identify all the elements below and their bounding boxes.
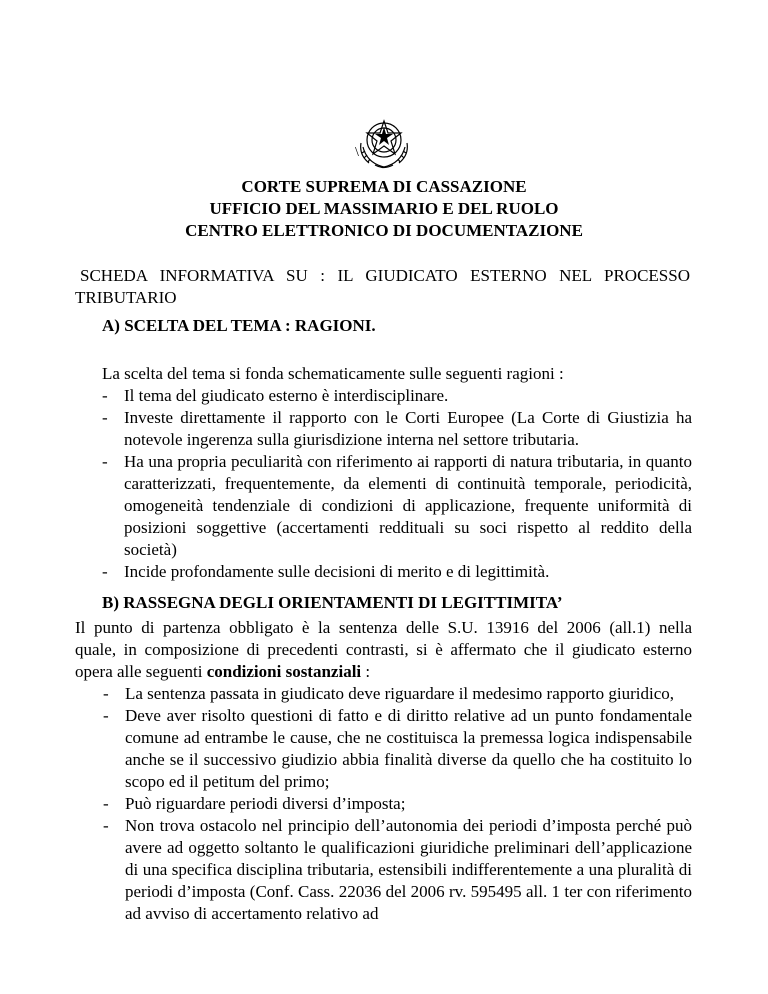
- italian-republic-emblem-icon: [355, 117, 413, 171]
- list-item: - Investe direttamente il rapporto con le Corti Europee (La Corte di Giustizia ha notevole ingerenza sulla giurisdizione interna nel settore tributaria.: [102, 407, 692, 451]
- section-b-list: [103, 683, 692, 925]
- section-b-line1: Il punto di partenza obbligato è la sentenza delle S.U. 13916 del 2006 (all.1) nella: [75, 618, 692, 637]
- list-item: - La sentenza passata in giudicato deve riguardare il medesimo rapporto giuridico,: [103, 683, 692, 705]
- scheda-title-line1: SCHEDA INFORMATIVA SU : IL GIUDICATO ESTERNO NEL PROCESSO: [80, 266, 690, 285]
- section-b-body: [75, 617, 692, 925]
- section-b-line2: quale, in composizione di precedenti contrasti, si è affermato che il giudicato esterno: [75, 640, 692, 659]
- stray-backslash: \: [355, 145, 359, 160]
- list-item: - Ha una propria peculiarità con riferimento ai rapporti di natura tributaria, in quanto caratterizzati, frequentemente, da elementi di continuità temporale, periodicità, omogeneità tendenziale di condizioni di applicazione, frequente uniformità di posizioni soggettive (accertamenti reddituali su soci rispetto al reddito della società): [102, 451, 692, 561]
- section-b-heading: B) RASSEGNA DEGLI ORIENTAMENTI DI LEGITTIMITA’: [102, 593, 563, 612]
- section-b-line3: [75, 661, 692, 683]
- list-item: - Deve aver risolto questioni di fatto e di diritto relative ad un punto fondamentale comune ad entrambe le cause, che ne costituisca la premessa logica indispensabile anche se il successivo giudizio abbia finalità diverse da quello che ha costituito lo scopo ed il petitum del primo;: [103, 705, 692, 793]
- list-item: - Incide profondamente sulle decisioni di merito e di legittimità.: [102, 561, 692, 583]
- list-item: - Può riguardare periodi diversi d’imposta;: [103, 793, 692, 815]
- scheda-title-line2: TRIBUTARIO: [75, 288, 177, 307]
- section-b-line3-post: :: [361, 662, 371, 681]
- list-item: - Non trova ostacolo nel principio dell’autonomia dei periodi d’imposta perché può avere ad oggetto soltanto le qualificazioni giuridiche preliminari dell’applicazione di una specifica disciplina tributaria, estensibili indifferentemente a una pluralità di periodi d’imposta (Conf. Cass. 22036 del 2006 rv. 595495 all. 1 ter con riferimento ad avviso di accertamento relativo ad: [103, 815, 692, 925]
- list-item: - Il tema del giudicato esterno è interdisciplinare.: [102, 385, 692, 407]
- scheda-title: [75, 265, 690, 309]
- condizioni-sostanziali-bold: condizioni sostanziali: [206, 662, 362, 681]
- header-office: UFFICIO DEL MASSIMARIO E DEL RUOLO: [209, 199, 559, 218]
- section-a-list: [102, 385, 692, 583]
- header-court: CORTE SUPREMA DI CASSAZIONE: [241, 177, 527, 196]
- header-centre: CENTRO ELETTRONICO DI DOCUMENTAZIONE: [185, 221, 583, 240]
- section-a-heading: A) SCELTA DEL TEMA : RAGIONI.: [102, 316, 376, 335]
- section-a-body: [102, 363, 692, 583]
- section-a-intro: La scelta del tema si fonda schematicamente sulle seguenti ragioni :: [102, 364, 564, 383]
- section-b-line3-pre: opera alle seguenti: [75, 662, 207, 681]
- institution-header: [0, 176, 768, 242]
